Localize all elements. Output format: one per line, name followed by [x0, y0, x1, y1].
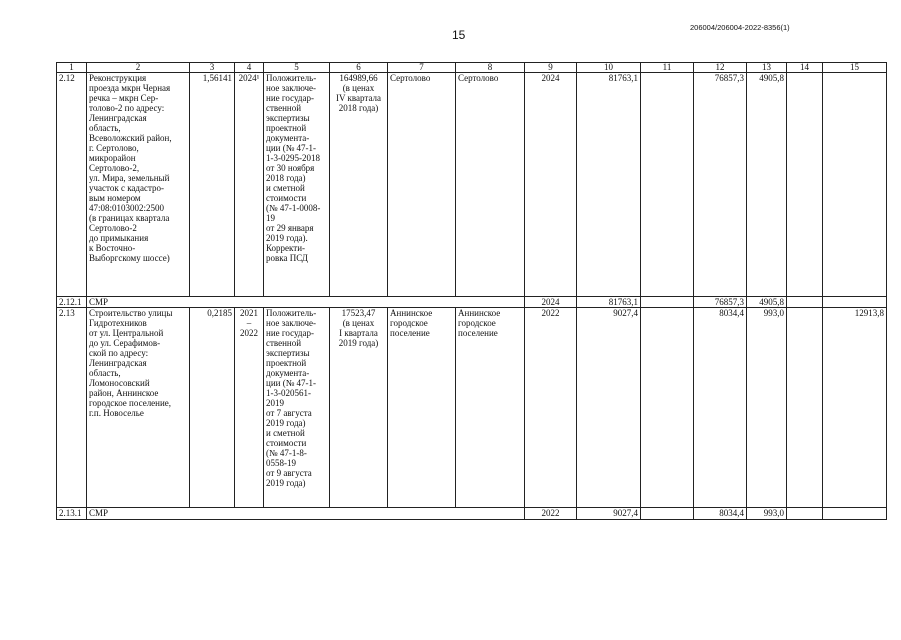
- col15-cell: [823, 508, 887, 520]
- objects-table: [56, 62, 887, 520]
- object-name: Строительство улицы Гидротехников от ул. Центральной до ул. Серафимов- ской по адресу: Ленинградская область, Ломоносовский район, Аннинское городское поселение, г.п. Новоселье: [87, 308, 190, 508]
- period-cell: 2021 – 2022: [235, 308, 264, 508]
- col13-cell: 4905,8: [747, 73, 787, 297]
- col12-cell: 76857,3: [694, 297, 747, 308]
- col11-cell: [641, 73, 694, 297]
- settlement-cell: Аннинское городское поселение: [456, 308, 525, 508]
- col15-cell: [823, 297, 887, 308]
- header-cell: 11: [641, 63, 694, 73]
- header-cell: 4: [235, 63, 264, 73]
- page-number: 15: [452, 28, 466, 42]
- table-row-2-13: [57, 308, 887, 508]
- header-cell: 6: [330, 63, 388, 73]
- expertise-cell: Положитель- ное заключе- ние государ- ственной экспертизы проектной документа- ции (№ 47-1- 1-3-020561- 2019 от 7 августа 2019 года) и сметной стоимости (№ 47-1-8- 0558-19 от 9 августа 2019 года): [264, 308, 330, 508]
- row-number: 2.12.1: [57, 297, 87, 308]
- header-cell: 8: [456, 63, 525, 73]
- year-cell: 2022: [525, 508, 577, 520]
- col14-cell: [787, 508, 823, 520]
- header-cell: 10: [577, 63, 641, 73]
- header-cell: 14: [787, 63, 823, 73]
- object-name: Реконструкция проезда мкрн Черная речка – мкрн Сер- толово-2 по адресу: Ленинградская область, Всеволожский район, г. Сертолово, микрорайон Сертолово-2, ул. Мира, земельный участок с кадастро- вым номером 47:08:0103002:2500 (в границах квартала Сертолово-2 до примыкания к Восточно- Выборгскому шоссе): [87, 73, 190, 297]
- col12-cell: 76857,3: [694, 73, 747, 297]
- cost-cell: 17523,47 (в ценах I квартала 2019 года): [330, 308, 388, 508]
- header-cell: 15: [823, 63, 887, 73]
- municipality-cell: Аннинское городское поселение: [388, 308, 456, 508]
- col12-cell: 8034,4: [694, 508, 747, 520]
- header-cell: 7: [388, 63, 456, 73]
- year-cell: 2022: [525, 308, 577, 508]
- row-number: 2.13: [57, 308, 87, 508]
- col14-cell: [787, 73, 823, 297]
- header-cell: 5: [264, 63, 330, 73]
- col11-cell: [641, 308, 694, 508]
- header-cell: 2: [87, 63, 190, 73]
- table-row-2-12: [57, 73, 887, 297]
- col11-cell: [641, 508, 694, 520]
- capacity-cell: 1,56141: [190, 73, 235, 297]
- header-cell: 9: [525, 63, 577, 73]
- header-cell: 13: [747, 63, 787, 73]
- col15-cell: [823, 73, 887, 297]
- header-row: [57, 63, 887, 73]
- period-cell: 2024¹: [235, 73, 264, 297]
- document-id: 206004/206004-2022-8356(1): [690, 23, 790, 32]
- col12-cell: 8034,4: [694, 308, 747, 508]
- total-cell: 81763,1: [577, 73, 641, 297]
- cost-cell: 164989,66 (в ценах IV квартала 2018 года): [330, 73, 388, 297]
- object-name: СМР: [87, 508, 525, 520]
- col14-cell: [787, 297, 823, 308]
- col13-cell: 993,0: [747, 508, 787, 520]
- header-cell: 1: [57, 63, 87, 73]
- col13-cell: 993,0: [747, 308, 787, 508]
- year-cell: 2024: [525, 73, 577, 297]
- row-number: 2.13.1: [57, 508, 87, 520]
- object-name: СМР: [87, 297, 525, 308]
- expertise-cell: Положитель- ное заключе- ние государ- ственной экспертизы проектной документа- ции (№ 47-1- 1-3-0295-2018 от 30 ноября 2018 года) и сметной стоимости (№ 47-1-0008- 19 от 29 января 2019 года). Корректи- ровка ПСД: [264, 73, 330, 297]
- settlement-cell: Сертолово: [456, 73, 525, 297]
- col11-cell: [641, 297, 694, 308]
- header-cell: 3: [190, 63, 235, 73]
- col15-cell: 12913,8: [823, 308, 887, 508]
- capacity-cell: 0,2185: [190, 308, 235, 508]
- col13-cell: 4905,8: [747, 297, 787, 308]
- table-row-2-13-1: [57, 508, 887, 520]
- table-row-2-12-1: [57, 297, 887, 308]
- total-cell: 81763,1: [577, 297, 641, 308]
- header-cell: 12: [694, 63, 747, 73]
- year-cell: 2024: [525, 297, 577, 308]
- row-number: 2.12: [57, 73, 87, 297]
- municipality-cell: Сертолово: [388, 73, 456, 297]
- total-cell: 9027,4: [577, 508, 641, 520]
- col14-cell: [787, 308, 823, 508]
- total-cell: 9027,4: [577, 308, 641, 508]
